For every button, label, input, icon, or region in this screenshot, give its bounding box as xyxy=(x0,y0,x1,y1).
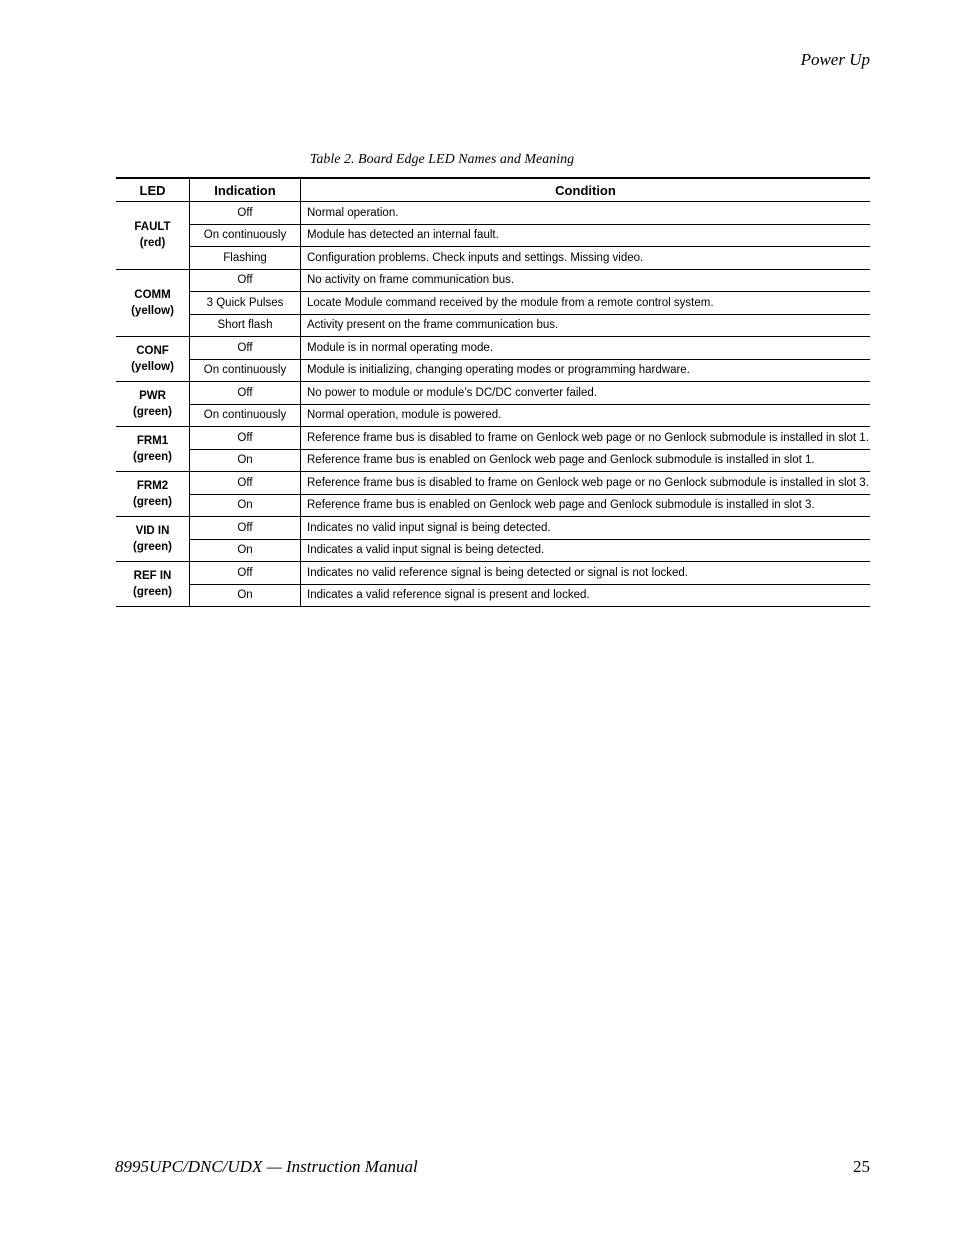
indication-cell: On continuously xyxy=(190,359,301,382)
page-number: 25 xyxy=(853,1157,870,1176)
led-color: (yellow) xyxy=(131,361,174,373)
led-color: (yellow) xyxy=(131,304,174,317)
indication-cell: On continuously xyxy=(190,404,301,427)
led-name-cell xyxy=(116,202,190,270)
manual-title: 8995UPC/DNC/UDX — Instruction Manual xyxy=(115,1157,418,1176)
led-name-cell xyxy=(116,269,190,337)
table-row xyxy=(116,382,870,405)
condition-cell: Reference frame bus is enabled on Genlock web page and Genlock submodule is installed in slot 3. xyxy=(301,494,871,517)
condition-cell: No power to module or module’s DC/DC converter failed. xyxy=(301,382,871,405)
indication-cell: On xyxy=(190,539,301,562)
led-table xyxy=(116,177,870,607)
indication-cell: On xyxy=(190,494,301,517)
condition-cell: Configuration problems. Check inputs and settings. Missing video. xyxy=(301,247,871,270)
condition-cell: Locate Module command received by the module from a remote control system. xyxy=(301,292,871,315)
table-row xyxy=(116,247,870,270)
indication-cell: Off xyxy=(190,472,301,495)
led-name-cell xyxy=(116,382,190,427)
condition-cell: Module has detected an internal fault. xyxy=(301,224,871,247)
indication-cell: 3 Quick Pulses xyxy=(190,292,301,315)
table-row xyxy=(116,517,870,540)
indication-cell: Off xyxy=(190,427,301,450)
indication-cell: Off xyxy=(190,382,301,405)
table-row xyxy=(116,427,870,450)
condition-cell: Normal operation. xyxy=(301,202,871,225)
led-color: (red) xyxy=(139,237,166,250)
table-caption xyxy=(0,152,884,168)
indication-cell: Off xyxy=(190,337,301,360)
indication-cell: Off xyxy=(190,517,301,540)
led-name: CONF xyxy=(136,345,169,357)
table-row xyxy=(116,292,870,315)
table-header-row xyxy=(116,178,870,202)
led-name-cell xyxy=(116,337,190,382)
led-color: (green) xyxy=(133,541,172,553)
condition-cell: Indicates no valid input signal is being detected. xyxy=(301,517,871,540)
table-row xyxy=(116,269,870,292)
condition-cell: Indicates no valid reference signal is being detected or signal is not locked. xyxy=(301,562,871,585)
table-row xyxy=(116,449,870,472)
led-name: FAULT xyxy=(134,221,171,234)
led-name: FRM2 xyxy=(136,480,169,492)
indication-cell: On continuously xyxy=(190,224,301,247)
condition-cell: Module is in normal operating mode. xyxy=(301,337,871,360)
led-name: FRM1 xyxy=(136,435,169,447)
indication-cell: Off xyxy=(190,202,301,225)
column-header-indication: Indication xyxy=(190,178,301,202)
table-row xyxy=(116,404,870,427)
led-color: (green) xyxy=(133,586,172,598)
table-caption-text: Table 2. Board Edge LED Names and Meaning xyxy=(309,152,575,167)
indication-cell: Short flash xyxy=(190,314,301,337)
column-header-condition: Condition xyxy=(301,178,871,202)
indication-cell: Off xyxy=(190,269,301,292)
table-row xyxy=(116,224,870,247)
table-row xyxy=(116,494,870,517)
table-row xyxy=(116,584,870,607)
led-color: (green) xyxy=(133,406,172,418)
table-row xyxy=(116,562,870,585)
led-color: (green) xyxy=(133,496,172,508)
table-body xyxy=(116,202,870,607)
led-name: COMM xyxy=(134,288,171,301)
column-header-led: LED xyxy=(116,178,190,202)
condition-cell: Activity present on the frame communication bus. xyxy=(301,314,871,337)
condition-cell: Module is initializing, changing operating modes or programming hardware. xyxy=(301,359,871,382)
table-row xyxy=(116,472,870,495)
condition-cell: Reference frame bus is enabled on Genlock web page and Genlock submodule is installed in slot 1. xyxy=(301,449,871,472)
running-head: Power Up xyxy=(800,50,870,69)
led-name-cell xyxy=(116,562,190,607)
indication-cell: Flashing xyxy=(190,247,301,270)
table-row xyxy=(116,202,870,225)
led-name-cell xyxy=(116,427,190,472)
table-row xyxy=(116,337,870,360)
led-name: REF IN xyxy=(133,570,172,582)
condition-cell: Reference frame bus is disabled to frame on Genlock web page or no Genlock submodule is installed in slot 3. xyxy=(301,472,871,495)
indication-cell: On xyxy=(190,449,301,472)
led-name-cell xyxy=(116,517,190,562)
condition-cell: Indicates a valid reference signal is present and locked. xyxy=(301,584,871,607)
condition-cell: Indicates a valid input signal is being detected. xyxy=(301,539,871,562)
led-name: VID IN xyxy=(135,525,170,537)
table-row xyxy=(116,359,870,382)
led-name: PWR xyxy=(139,390,166,402)
condition-cell: Normal operation, module is powered. xyxy=(301,404,871,427)
led-name-cell xyxy=(116,472,190,517)
table-row xyxy=(116,539,870,562)
led-color: (green) xyxy=(133,451,172,463)
condition-cell: No activity on frame communication bus. xyxy=(301,269,871,292)
table-row xyxy=(116,314,870,337)
indication-cell: Off xyxy=(190,562,301,585)
condition-cell: Reference frame bus is disabled to frame on Genlock web page or no Genlock submodule is installed in slot 1. xyxy=(301,427,871,450)
indication-cell: On xyxy=(190,584,301,607)
